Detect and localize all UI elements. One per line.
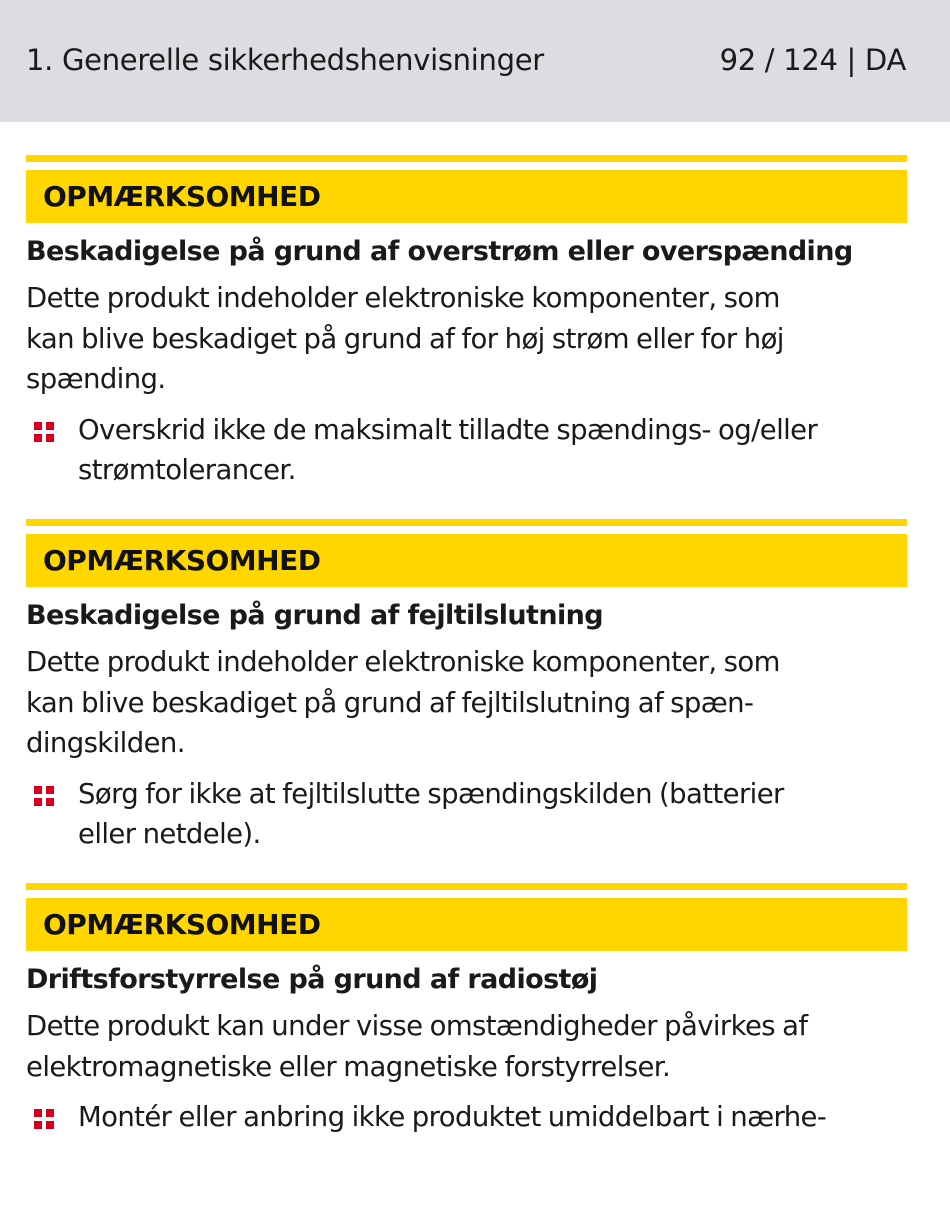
notice-banner [26, 898, 907, 951]
notice-label: OPMÆRKSOMHED [43, 908, 321, 941]
notice-divider [26, 883, 907, 890]
notice-overcurrent [26, 155, 907, 491]
section-title: 1. Generelle sikkerhedshenvisninger [26, 43, 544, 77]
notice-action-line: eller netdele). [78, 818, 261, 850]
notice-action-line: Montér eller anbring ikke produktet umiddelbart i nærhe- [78, 1101, 827, 1133]
notice-radio-interference [26, 883, 907, 1138]
notice-label: OPMÆRKSOMHED [43, 544, 321, 577]
notice-body [26, 1006, 907, 1087]
notice-body-line: Dette produkt indeholder elektroniske komponenter, som [26, 282, 780, 314]
notice-title: Beskadigelse på grund af fejltilslutning [26, 600, 603, 631]
notice-action-line: strømtolerancer. [78, 454, 296, 486]
notice-body-line: kan blive beskadiget på grund af for høj strøm eller for høj [26, 322, 784, 355]
page-indicator: 92 / 124 | DA [719, 43, 906, 77]
notice-body [26, 278, 907, 400]
notice-body-line: elektromagnetiske eller magnetiske forstyrrelser. [26, 1050, 671, 1083]
notice-label: OPMÆRKSOMHED [43, 180, 321, 213]
notice-body-line: Dette produkt kan under visse omstændigheder påvirkes af [26, 1010, 808, 1042]
notice-banner [26, 534, 907, 587]
notice-body [26, 642, 907, 764]
notice-action [26, 774, 907, 855]
page-header [0, 0, 950, 122]
notice-action [26, 410, 907, 491]
notice-title: Driftsforstyrrelse på grund af radiostøj [26, 964, 598, 995]
notice-misconnection [26, 519, 907, 855]
notice-body-line: spænding. [26, 363, 166, 395]
action-bullet-icon [34, 422, 54, 442]
action-bullet-icon [34, 1109, 54, 1129]
notice-banner [26, 170, 907, 223]
notice-title: Beskadigelse på grund af overstrøm eller overspænding [26, 236, 853, 267]
notice-action-line: Overskrid ikke de maksimalt tilladte spændings- og/eller [78, 413, 818, 446]
notice-action-line: Sørg for ikke at fejltilslutte spændingskilden (batterier [78, 777, 784, 810]
notice-action [26, 1097, 907, 1138]
action-bullet-icon [34, 786, 54, 806]
notice-body-line: dingskilden. [26, 727, 185, 759]
notice-body-line: kan blive beskadiget på grund af fejltilslutning af spæn- [26, 686, 754, 719]
notice-divider [26, 519, 907, 526]
notice-divider [26, 155, 907, 162]
notice-body-line: Dette produkt indeholder elektroniske komponenter, som [26, 646, 780, 678]
